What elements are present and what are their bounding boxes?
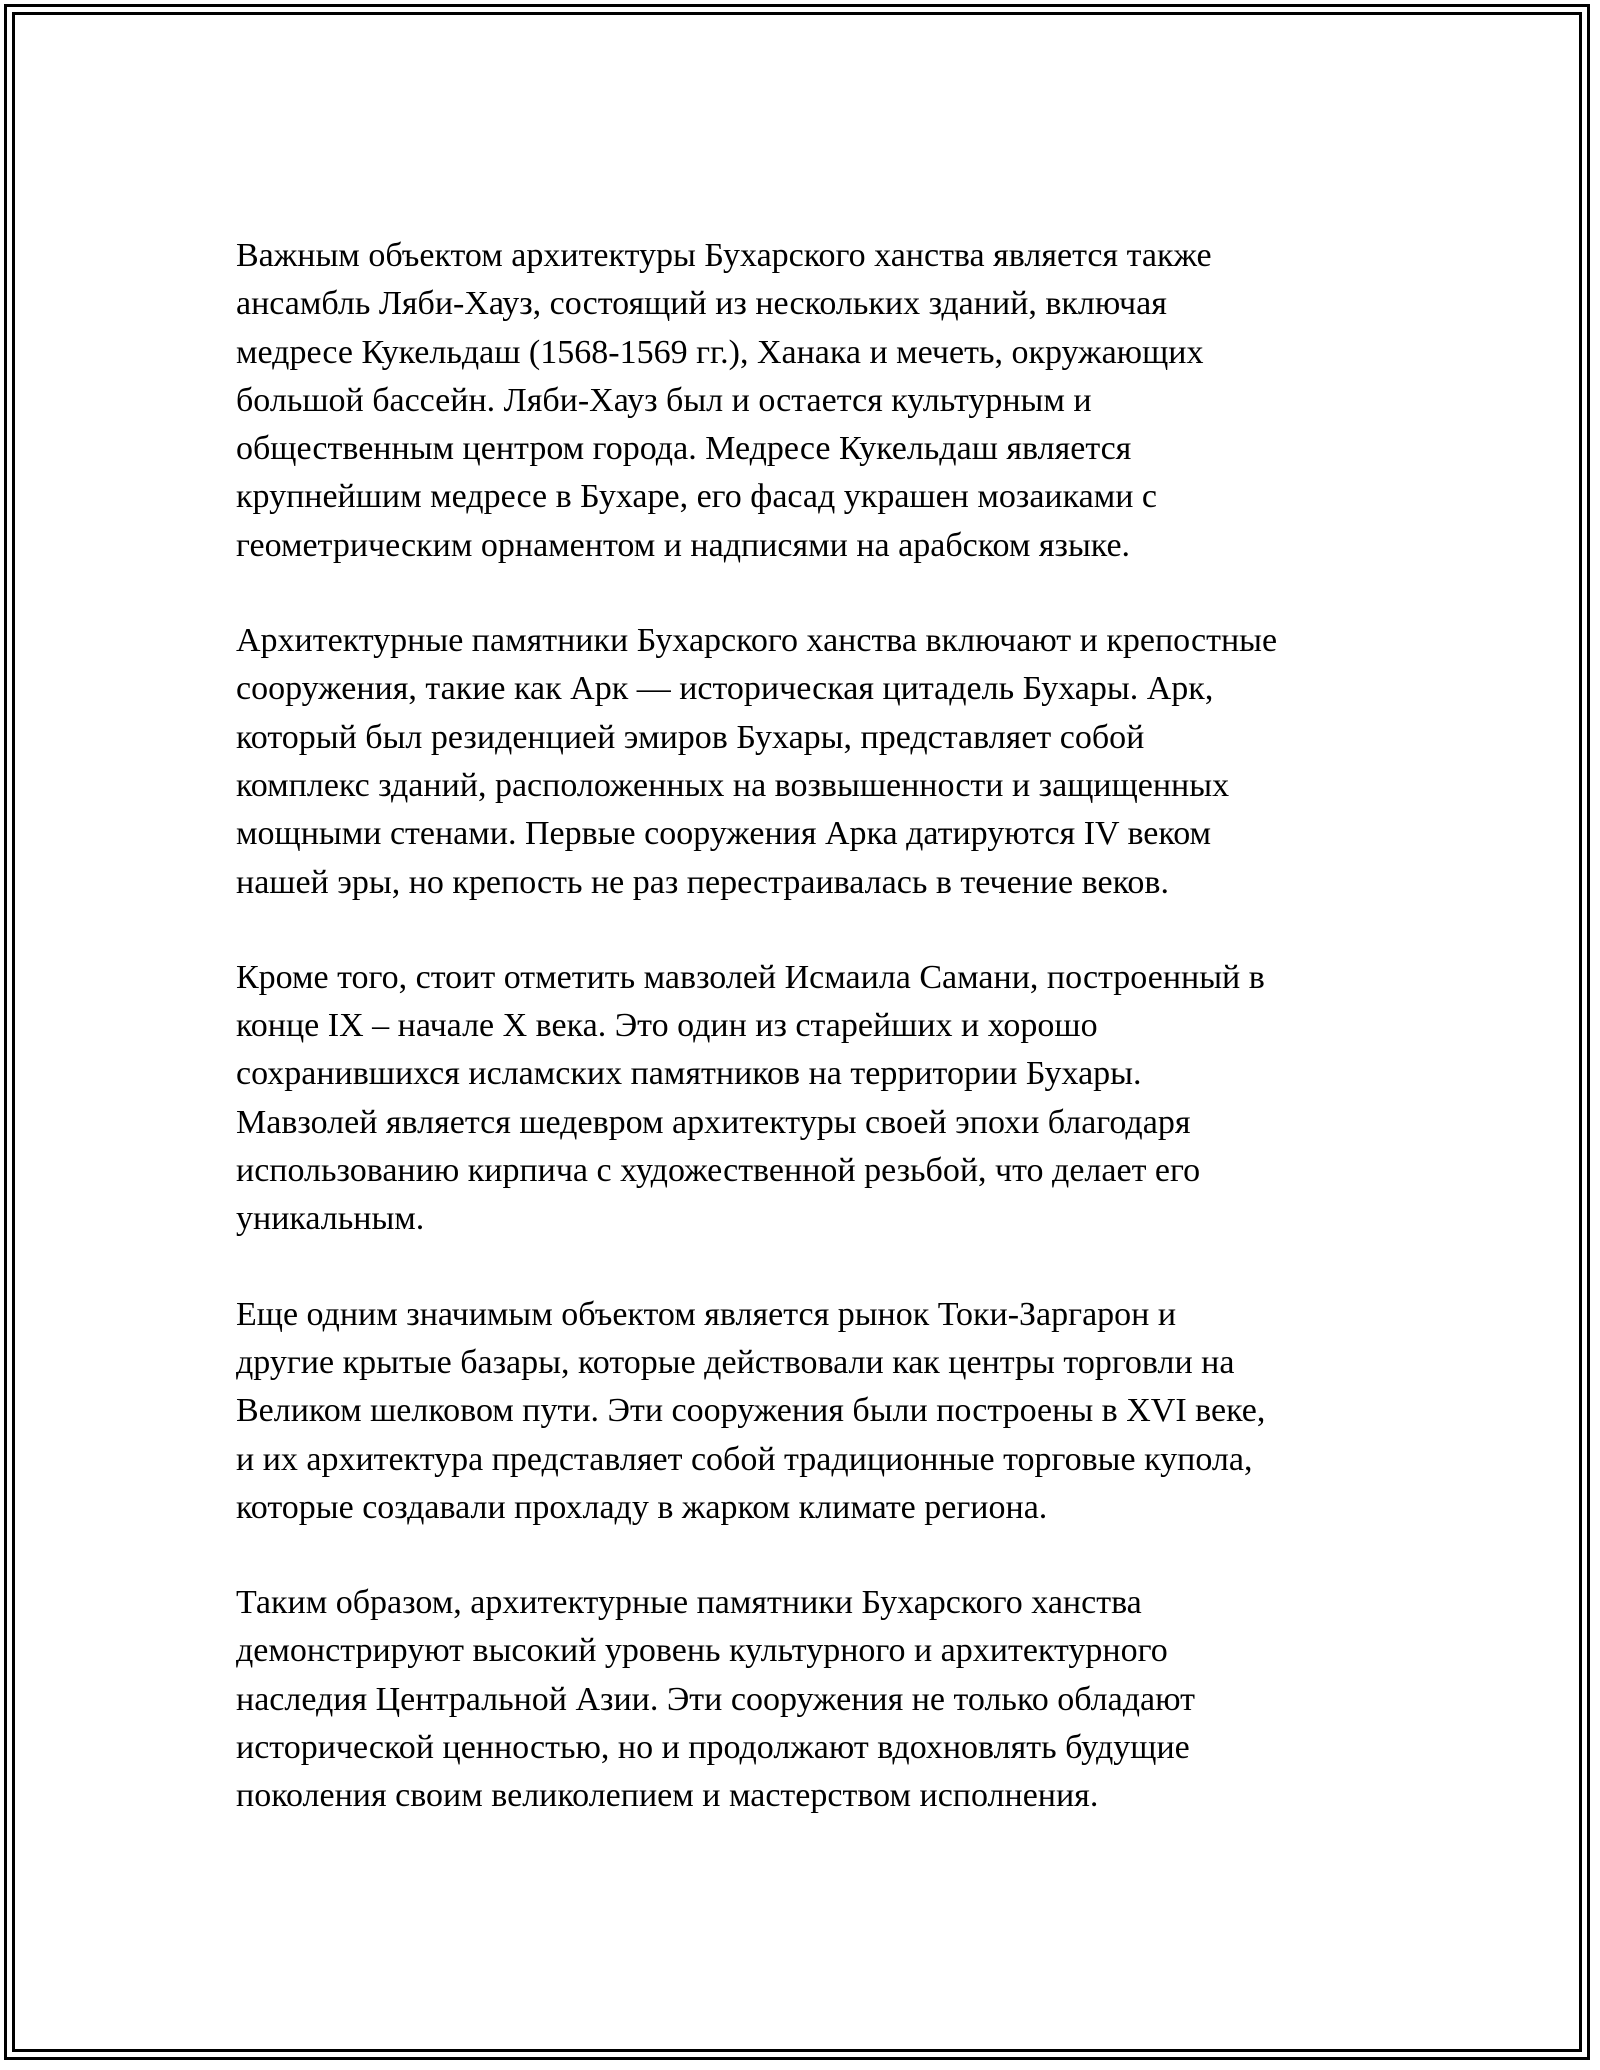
text-line: которые создавали прохладу в жарком климате региона. (236, 1488, 1048, 1526)
text-line: ансамбль Ляби-Хауз, состоящий из нескольких зданий, включая (236, 285, 1167, 323)
text-line: большой бассейн. Ляби-Хауз был и остается культурным и (236, 381, 1092, 419)
paragraph-samani-mausoleum (236, 954, 1376, 1244)
paragraph-toki-zargaron (236, 1291, 1376, 1532)
paragraph-ark (236, 617, 1376, 907)
paragraph-lyabi-hauz (236, 232, 1376, 570)
text-line: исторической ценностью, но и продолжают вдохновлять будущие (236, 1729, 1190, 1767)
text-line: общественным центром города. Медресе Кукельдаш является (236, 430, 1132, 468)
text-line: Важным объектом архитектуры Бухарского ханства является также (236, 237, 1212, 274)
text-line: поколения своим великолепием и мастерством исполнения. (236, 1777, 1099, 1815)
text-line: другие крытые базары, которые действовали как центры торговли на (236, 1343, 1235, 1381)
text-line: наследия Центральной Азии. Эти сооружения не только обладают (236, 1680, 1195, 1718)
text-line: и их архитектура представляет собой традиционные торговые купола, (236, 1440, 1253, 1478)
text-line: Архитектурные памятники Бухарского ханства включают и крепостные (236, 622, 1278, 660)
text-line: Великом шелковом пути. Эти сооружения были построены в XVI веке, (236, 1392, 1266, 1430)
text-line: демонстрируют высокий уровень культурного и архитектурного (236, 1632, 1168, 1670)
text-line: Таким образом, архитектурные памятники Бухарского ханства (236, 1584, 1142, 1622)
text-line: который был резиденцией эмиров Бухары, представляет собой (236, 718, 1145, 756)
paragraph-conclusion (236, 1579, 1376, 1820)
text-line: геометрическим орнаментом и надписями на арабском языке. (236, 526, 1131, 564)
document-body (236, 232, 1376, 1868)
text-line: Кроме того, стоит отметить мавзолей Исмаила Самани, построенный в (236, 958, 1265, 996)
text-line: Мавзолей является шедевром архитектуры своей эпохи благодаря (236, 1103, 1191, 1141)
text-line: нашей эры, но крепость не раз перестраивалась в течение веков. (236, 863, 1169, 901)
text-line: медресе Кукельдаш (1568-1569 гг.), Ханака и мечеть, окружающих (236, 333, 1204, 371)
text-line: Еще одним значимым объектом является рынок Токи-Заргарон и (236, 1295, 1177, 1333)
text-line: крупнейшим медресе в Бухаре, его фасад украшен мозаиками с (236, 478, 1158, 516)
text-line: мощными стенами. Первые сооружения Арка датируются IV веком (236, 815, 1212, 853)
text-line: комплекс зданий, расположенных на возвышенности и защищенных (236, 766, 1230, 804)
text-line: сохранившихся исламских памятников на территории Бухары. (236, 1055, 1142, 1093)
text-line: уникальным. (236, 1200, 425, 1238)
text-line: использованию кирпича с художественной резьбой, что делает его (236, 1152, 1201, 1190)
text-line: сооружения, такие как Арк — историческая цитадель Бухары. Арк, (236, 670, 1214, 708)
text-line: конце IX – начале X века. Это один из старейших и хорошо (236, 1007, 1098, 1045)
